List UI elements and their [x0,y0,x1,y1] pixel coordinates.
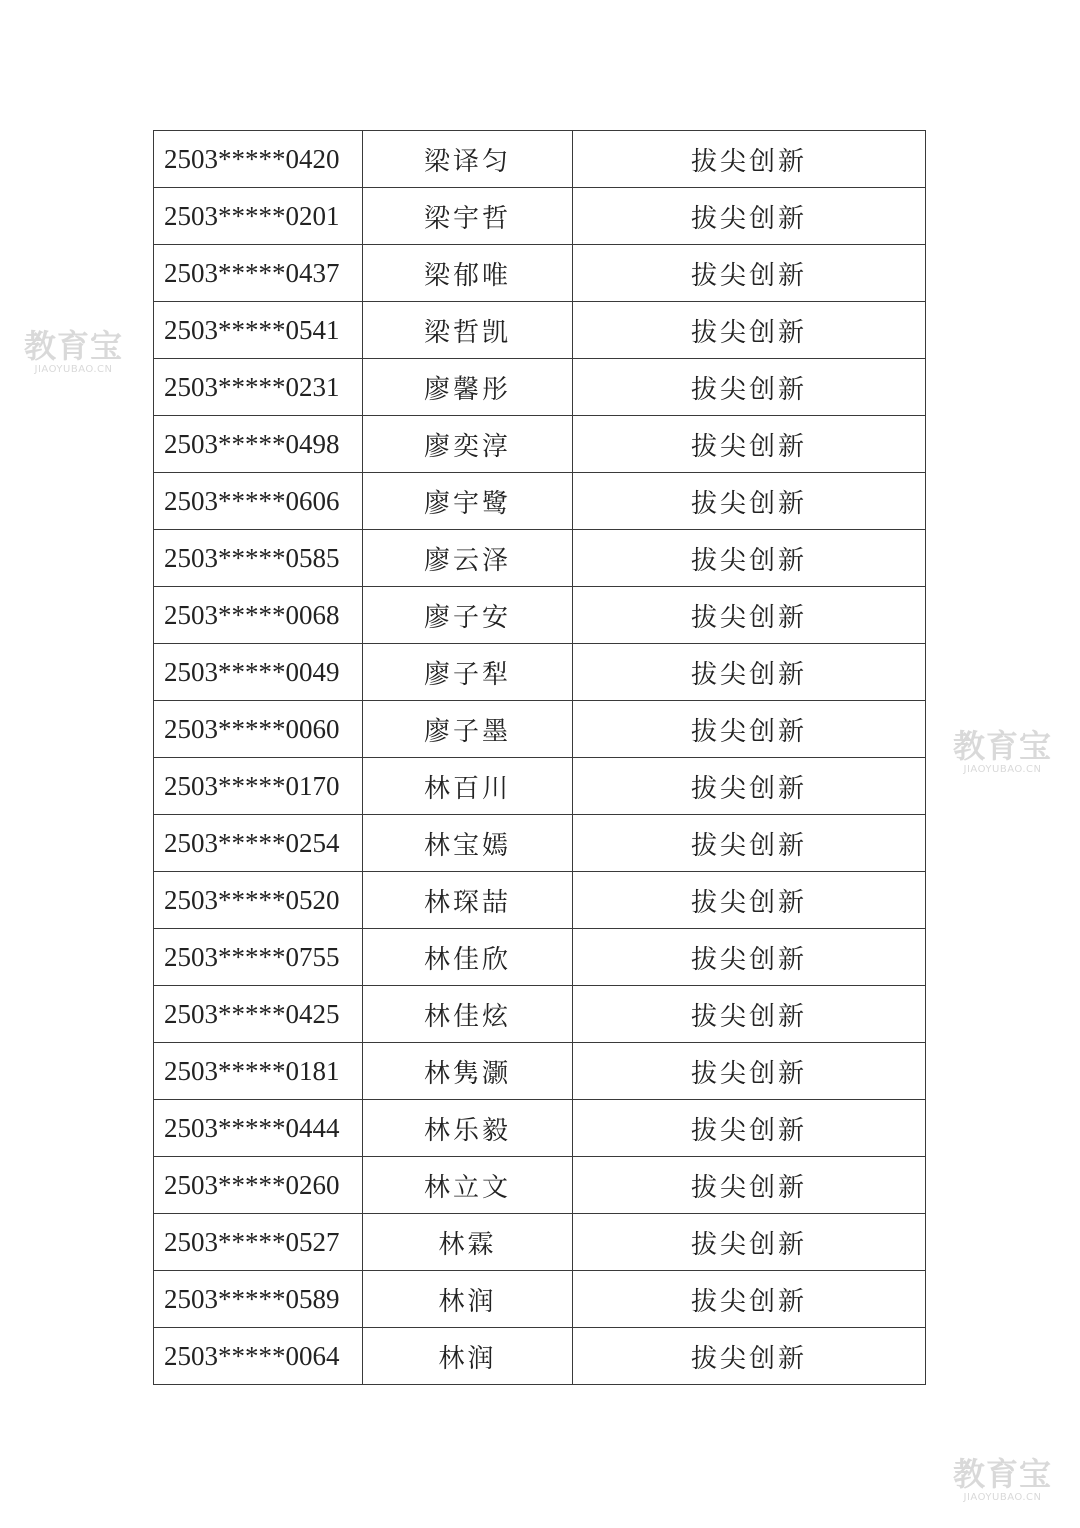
table-row [154,416,926,473]
category-cell: 拔尖创新 [573,245,926,302]
watermark-domain: JIAOYUBAO.CN [963,1492,1042,1503]
watermark-logo [945,728,1060,776]
student-id-cell: 2503*****0606 [154,473,363,530]
watermark-logo [16,328,131,376]
student-id-cell: 2503*****0064 [154,1328,363,1385]
student-name-cell: 林立文 [363,1157,573,1214]
category-cell: 拔尖创新 [573,758,926,815]
category-cell: 拔尖创新 [573,1271,926,1328]
student-id-cell: 2503*****0060 [154,701,363,758]
student-name-cell: 廖奕淳 [363,416,573,473]
student-id-cell: 2503*****0585 [154,530,363,587]
table-row [154,359,926,416]
student-name-cell: 林佳欣 [363,929,573,986]
category-cell: 拔尖创新 [573,1157,926,1214]
category-cell: 拔尖创新 [573,188,926,245]
table-row [154,1043,926,1100]
student-name-cell: 林霖 [363,1214,573,1271]
category-cell: 拔尖创新 [573,587,926,644]
table-row [154,473,926,530]
student-id-cell: 2503*****0049 [154,644,363,701]
watermark-title: 教育宝 [952,727,1052,765]
student-name-cell: 廖宇鹭 [363,473,573,530]
table-row [154,758,926,815]
student-id-cell: 2503*****0520 [154,872,363,929]
table-row [154,644,926,701]
category-cell: 拔尖创新 [573,815,926,872]
student-name-cell: 林宝嫣 [363,815,573,872]
table-row [154,245,926,302]
student-name-cell: 林百川 [363,758,573,815]
student-name-cell: 梁译匀 [363,131,573,188]
student-id-cell: 2503*****0444 [154,1100,363,1157]
table-row [154,815,926,872]
student-id-cell: 2503*****0181 [154,1043,363,1100]
table-row [154,587,926,644]
student-name-cell: 林隽灏 [363,1043,573,1100]
student-id-cell: 2503*****0254 [154,815,363,872]
student-id-cell: 2503*****0755 [154,929,363,986]
category-cell: 拔尖创新 [573,872,926,929]
student-name-cell: 林琛喆 [363,872,573,929]
student-name-cell: 廖馨彤 [363,359,573,416]
student-name-cell: 廖子安 [363,587,573,644]
student-id-cell: 2503*****0420 [154,131,363,188]
category-cell: 拔尖创新 [573,530,926,587]
table-row [154,872,926,929]
table-row [154,701,926,758]
student-id-cell: 2503*****0231 [154,359,363,416]
student-id-cell: 2503*****0068 [154,587,363,644]
table-row [154,929,926,986]
student-id-cell: 2503*****0437 [154,245,363,302]
table-row [154,1328,926,1385]
student-name-cell: 廖子犁 [363,644,573,701]
watermark-logo [945,1456,1060,1504]
watermark-title: 教育宝 [952,1455,1052,1493]
table-row [154,1100,926,1157]
student-id-cell: 2503*****0170 [154,758,363,815]
table-row [154,302,926,359]
table-row [154,1214,926,1271]
table-row [154,188,926,245]
category-cell: 拔尖创新 [573,1328,926,1385]
student-id-cell: 2503*****0527 [154,1214,363,1271]
table-row [154,530,926,587]
student-id-cell: 2503*****0201 [154,188,363,245]
table-row [154,131,926,188]
student-id-cell: 2503*****0541 [154,302,363,359]
student-name-cell: 林润 [363,1271,573,1328]
category-cell: 拔尖创新 [573,986,926,1043]
category-cell: 拔尖创新 [573,131,926,188]
table-row [154,1271,926,1328]
category-cell: 拔尖创新 [573,644,926,701]
category-cell: 拔尖创新 [573,1214,926,1271]
student-name-cell: 林佳炫 [363,986,573,1043]
category-cell: 拔尖创新 [573,701,926,758]
table-row [154,1157,926,1214]
table-body [154,131,926,1385]
student-list-table [153,130,926,1385]
student-name-cell: 林润 [363,1328,573,1385]
student-name-cell: 梁宇哲 [363,188,573,245]
student-name-cell: 梁哲凯 [363,302,573,359]
category-cell: 拔尖创新 [573,359,926,416]
category-cell: 拔尖创新 [573,1043,926,1100]
student-id-cell: 2503*****0589 [154,1271,363,1328]
table-row [154,986,926,1043]
category-cell: 拔尖创新 [573,416,926,473]
student-id-cell: 2503*****0425 [154,986,363,1043]
student-name-cell: 廖子墨 [363,701,573,758]
student-id-cell: 2503*****0260 [154,1157,363,1214]
watermark-domain: JIAOYUBAO.CN [963,764,1042,775]
student-name-cell: 林乐毅 [363,1100,573,1157]
student-name-cell: 梁郁唯 [363,245,573,302]
watermark-domain: JIAOYUBAO.CN [34,364,113,375]
watermark-title: 教育宝 [23,327,123,365]
category-cell: 拔尖创新 [573,302,926,359]
category-cell: 拔尖创新 [573,473,926,530]
student-id-cell: 2503*****0498 [154,416,363,473]
category-cell: 拔尖创新 [573,1100,926,1157]
student-name-cell: 廖云泽 [363,530,573,587]
category-cell: 拔尖创新 [573,929,926,986]
